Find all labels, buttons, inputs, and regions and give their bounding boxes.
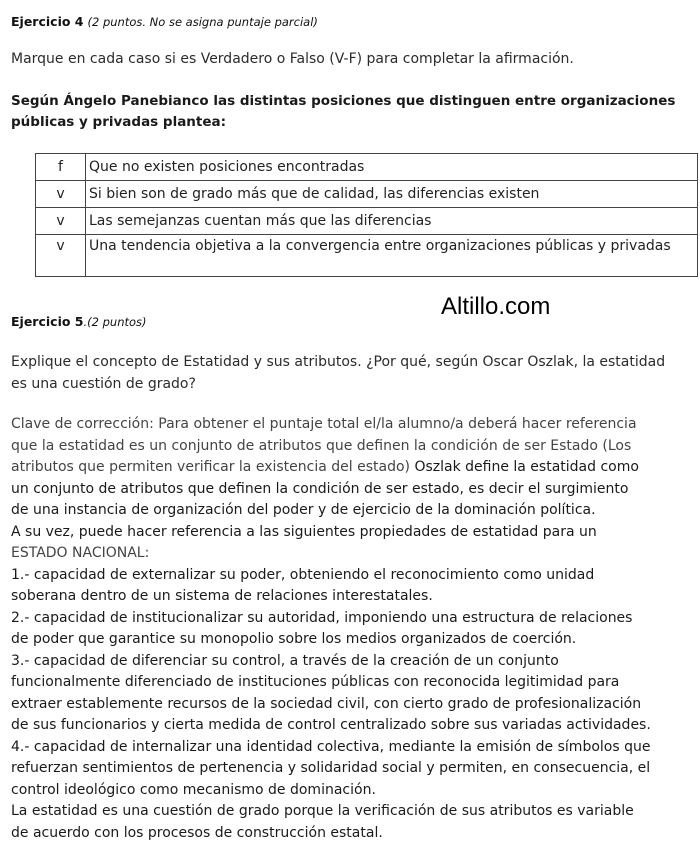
exercise-5-heading: Ejercicio 5 bbox=[11, 314, 84, 329]
statement-text: Que no existen posiciones encontradas bbox=[86, 154, 698, 181]
answer-line: que la estatidad es un conjunto de atributos que definen la condición de ser Estado (Los bbox=[11, 437, 632, 454]
answer-line: soberana dentro de un sistema de relaciones interestatales. bbox=[11, 588, 433, 604]
answer-line: extraer establemente recursos de la sociedad civil, con cierto grado de profesionalización bbox=[11, 695, 642, 712]
exercise-4-question-line-1: Según Ángelo Panebianco las distintas posiciones que distinguen entre organizaciones bbox=[11, 93, 676, 109]
table-row bbox=[36, 235, 698, 277]
exercise-5-points-note: .(2 puntos) bbox=[83, 315, 147, 329]
answer-line: La estatidad es una cuestión de grado porque la verificación de sus atributos es variable bbox=[11, 803, 634, 819]
exercise-5-question-line-2: es una cuestión de grado? bbox=[11, 376, 196, 392]
answer-line: de sus funcionarios y cierta medida de control centralizado sobre sus variadas actividades. bbox=[11, 717, 651, 733]
answer-line: refuerzan sentimientos de pertenencia y solidaridad social y permiten, en consecuencia, el bbox=[11, 760, 651, 776]
answer-line: de una instancia de organización del poder y de ejercicio de la dominación política. bbox=[11, 502, 596, 518]
answer-mark: v bbox=[36, 181, 86, 208]
answer-line: un conjunto de atributos que definen la condición de ser estado, es decir el surgimiento bbox=[11, 480, 629, 497]
answer-mark: f bbox=[36, 154, 86, 181]
answer-line: 4.- capacidad de internalizar una identidad colectiva, mediante la emisión de símbolos que bbox=[11, 738, 651, 755]
exercise-4-heading: Ejercicio 4 bbox=[11, 14, 84, 29]
exercise-4-question bbox=[11, 91, 675, 133]
answer-line: control ideológico como mecanismo de dominación. bbox=[11, 781, 376, 798]
answer-line: 2.- capacidad de institucionalizar su autoridad, imponiendo una estructura de relaciones bbox=[11, 609, 633, 626]
answer-line bbox=[11, 457, 651, 479]
answer-line: funcionalmente diferenciado de instituciones públicas con reconocida legitimidad para bbox=[11, 674, 620, 690]
answer-line: A su vez, puede hacer referencia a las siguientes propiedades de estatidad para un bbox=[11, 523, 597, 540]
table-row bbox=[36, 208, 698, 235]
watermark-text: Altillo.com bbox=[441, 293, 551, 320]
answer-line: 3.- capacidad de diferenciar su control, a través de la creación de un conjunto bbox=[11, 652, 559, 669]
answer-line-part: atributos que permiten verificar la existencia del estado) bbox=[11, 459, 415, 475]
answer-line-emphasis: Oszlak define la estatidad como bbox=[414, 459, 639, 475]
statement-text: Si bien son de grado más que de calidad, las diferencias existen bbox=[86, 181, 698, 208]
true-false-table bbox=[35, 153, 698, 277]
answer-line: Clave de corrección: Para obtener el puntaje total el/la alumno/a deberá hacer referencia bbox=[11, 416, 637, 432]
exercise-4-points-note: (2 puntos. No se asigna puntaje parcial) bbox=[87, 15, 318, 29]
exercise-4-instruction: Marque en cada caso si es Verdadero o Falso (V-F) para completar la afirmación. bbox=[11, 51, 574, 67]
exercise-4-title bbox=[11, 14, 318, 29]
exercise-5-title bbox=[11, 314, 147, 329]
exercise-4-question-line-2: públicas y privadas plantea: bbox=[11, 114, 227, 130]
exercise-5-question-line-1: Explique el concepto de Estatidad y sus atributos. ¿Por qué, según Oscar Oszlak, la estatidad bbox=[11, 354, 666, 370]
answer-line: de acuerdo con los procesos de construcción estatal. bbox=[11, 824, 383, 841]
statement-text: Una tendencia objetiva a la convergencia entre organizaciones públicas y privadas bbox=[86, 235, 698, 277]
table-row bbox=[36, 181, 698, 208]
statement-text: Las semejanzas cuentan más que las diferencias bbox=[86, 208, 698, 235]
answer-line: 1.- capacidad de externalizar su poder, obteniendo el reconocimiento como unidad bbox=[11, 566, 595, 583]
answer-mark: v bbox=[36, 208, 86, 235]
answer-key-block bbox=[11, 414, 651, 844]
exercise-5-question bbox=[11, 351, 665, 395]
table-row bbox=[36, 154, 698, 181]
answer-line: de poder que garantice su monopolio sobre los medios organizados de coerción. bbox=[11, 631, 577, 647]
answer-mark: v bbox=[36, 235, 86, 277]
answer-line: ESTADO NACIONAL: bbox=[11, 545, 150, 561]
